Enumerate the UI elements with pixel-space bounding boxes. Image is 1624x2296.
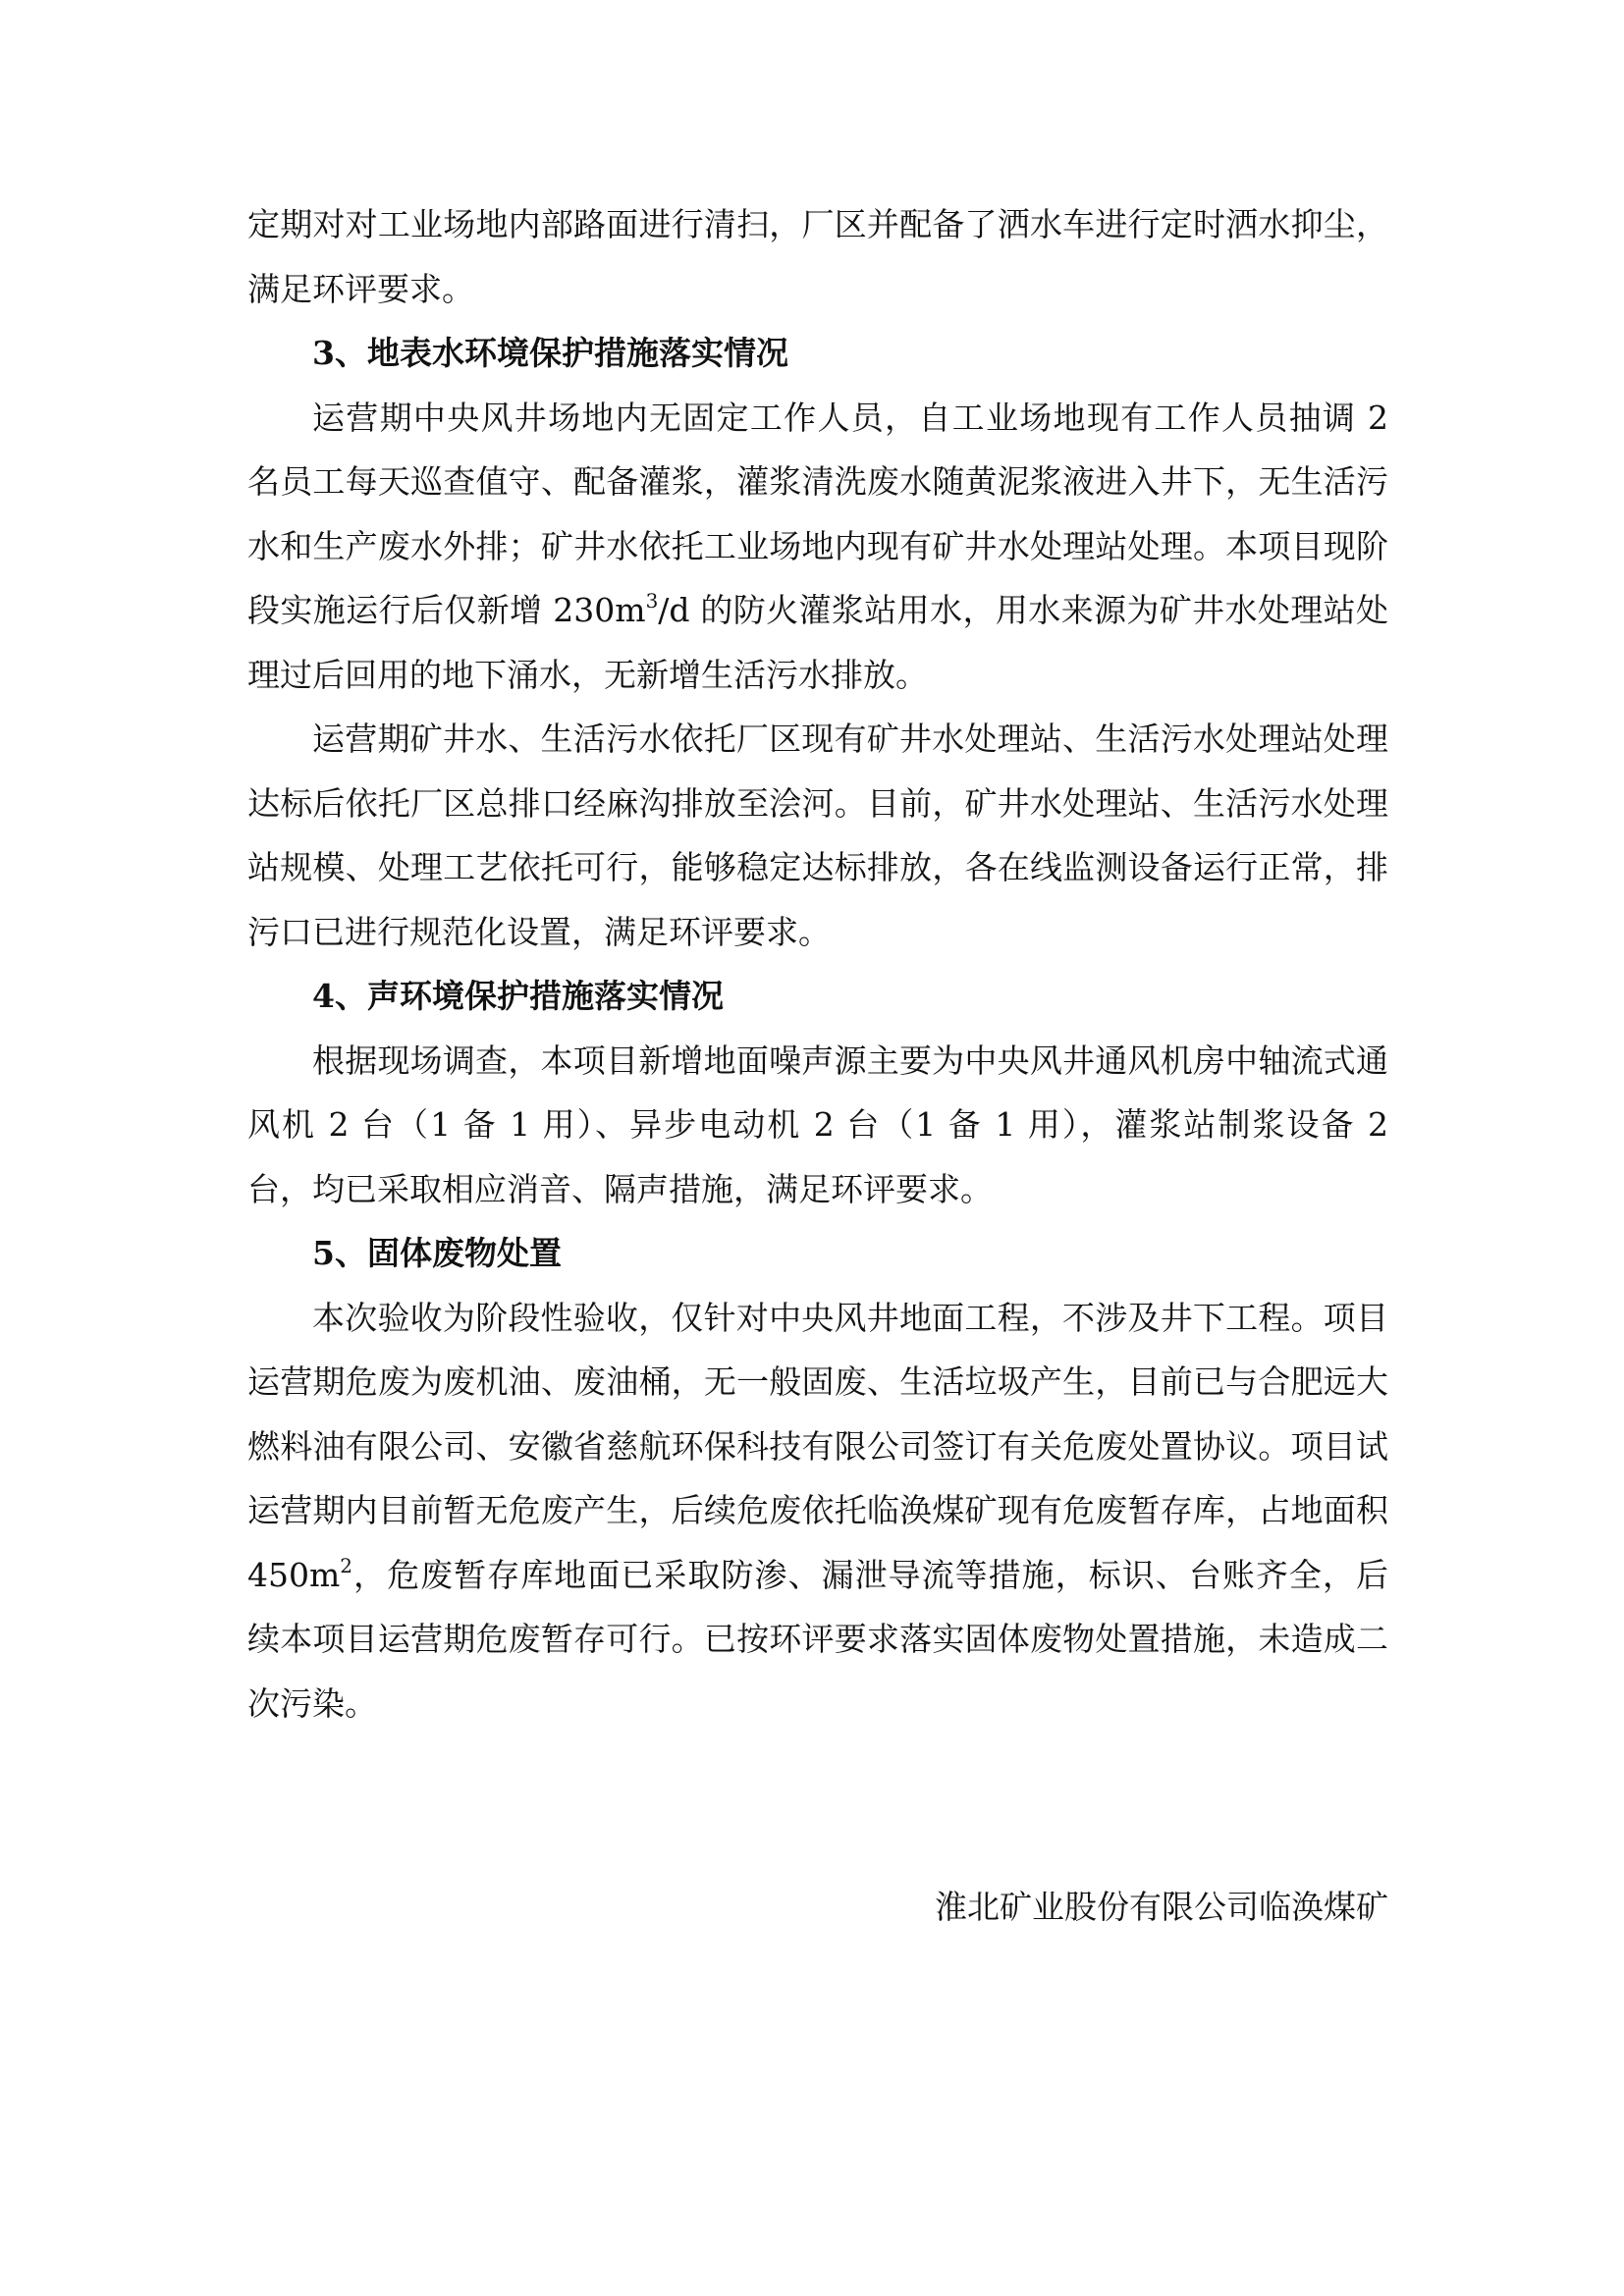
heading-noise: 4、声环境保护措施落实情况 — [312, 977, 724, 1015]
paragraph-solid-waste — [247, 1286, 1388, 1736]
paragraph-solid-waste-text-a: 本次验收为阶段性验收，仅针对中央风井地面工程，不涉及井下工程。项目运营期危废为废机油、废油桶，无一般固废、生活垃圾产生，目前已与合肥远大燃料油有限公司、安徽省慈航环保科技有限公司签订有关危废处置协议。项目试运营期内目前暂无危废产生，后续危废依托临涣煤矿现有危废暂存库，占地面积 450m — [247, 1298, 1388, 1594]
heading-surface-water: 3、地表水环境保护措施落实情况 — [312, 334, 788, 372]
heading-solid-waste: 5、固体废物处置 — [312, 1234, 562, 1272]
paragraph-solid-waste-text-b: ，危废暂存库地面已采取防渗、漏泄导流等措施，标识、台账齐全，后续本项目运营期危废暂存可行。已按环评要求落实固体废物处置措施，未造成二次污染。 — [247, 1555, 1388, 1723]
paragraph-surface-water-operation — [247, 386, 1388, 708]
paragraph-mine-water-treatment: 运营期矿井水、生活污水依托厂区现有矿井水处理站、生活污水处理站处理达标后依托厂区总排口经麻沟排放至浍河。目前，矿井水处理站、生活污水处理站规模、处理工艺依托可行，能够稳定达标排放，各在线监测设备运行正常，排污口已进行规范化设置，满足环评要求。 — [247, 720, 1388, 951]
document-body — [247, 192, 1388, 1735]
paragraph-surface-water-text-a: 运营期中央风井场地内无固定工作人员，自工业场地现有工作人员抽调 2 名员工每天巡查值守、配备灌浆，灌浆清洗废水随黄泥浆液进入井下，无生活污水和生产废水外排；矿井水依托工业场地内现有矿井水处理站处理。本项目现阶段实施运行后仅新增 230m — [247, 398, 1388, 629]
superscript-square: 2 — [340, 1553, 353, 1577]
paragraph-dust-control: 定期对对工业场地内部路面进行清扫，厂区并配备了洒水车进行定时洒水抑尘，满足环评要求。 — [247, 205, 1388, 308]
paragraph-noise-measures: 根据现场调查，本项目新增地面噪声源主要为中央风井通风机房中轴流式通风机 2 台（1 备 1 用）、异步电动机 2 台（1 备 1 用），灌浆站制浆设备 2 台，均已采取相应消音、隔声措施，满足环评要求。 — [247, 1041, 1388, 1208]
paragraph-surface-water-text-b: /d 的防火灌浆站用水，用水来源为矿井水处理站处理过后回用的地下涌水，无新增生活污水排放。 — [247, 591, 1388, 694]
company-signature: 淮北矿业股份有限公司临涣煤矿 — [935, 1888, 1388, 1926]
superscript-cubic: 3 — [645, 589, 659, 613]
